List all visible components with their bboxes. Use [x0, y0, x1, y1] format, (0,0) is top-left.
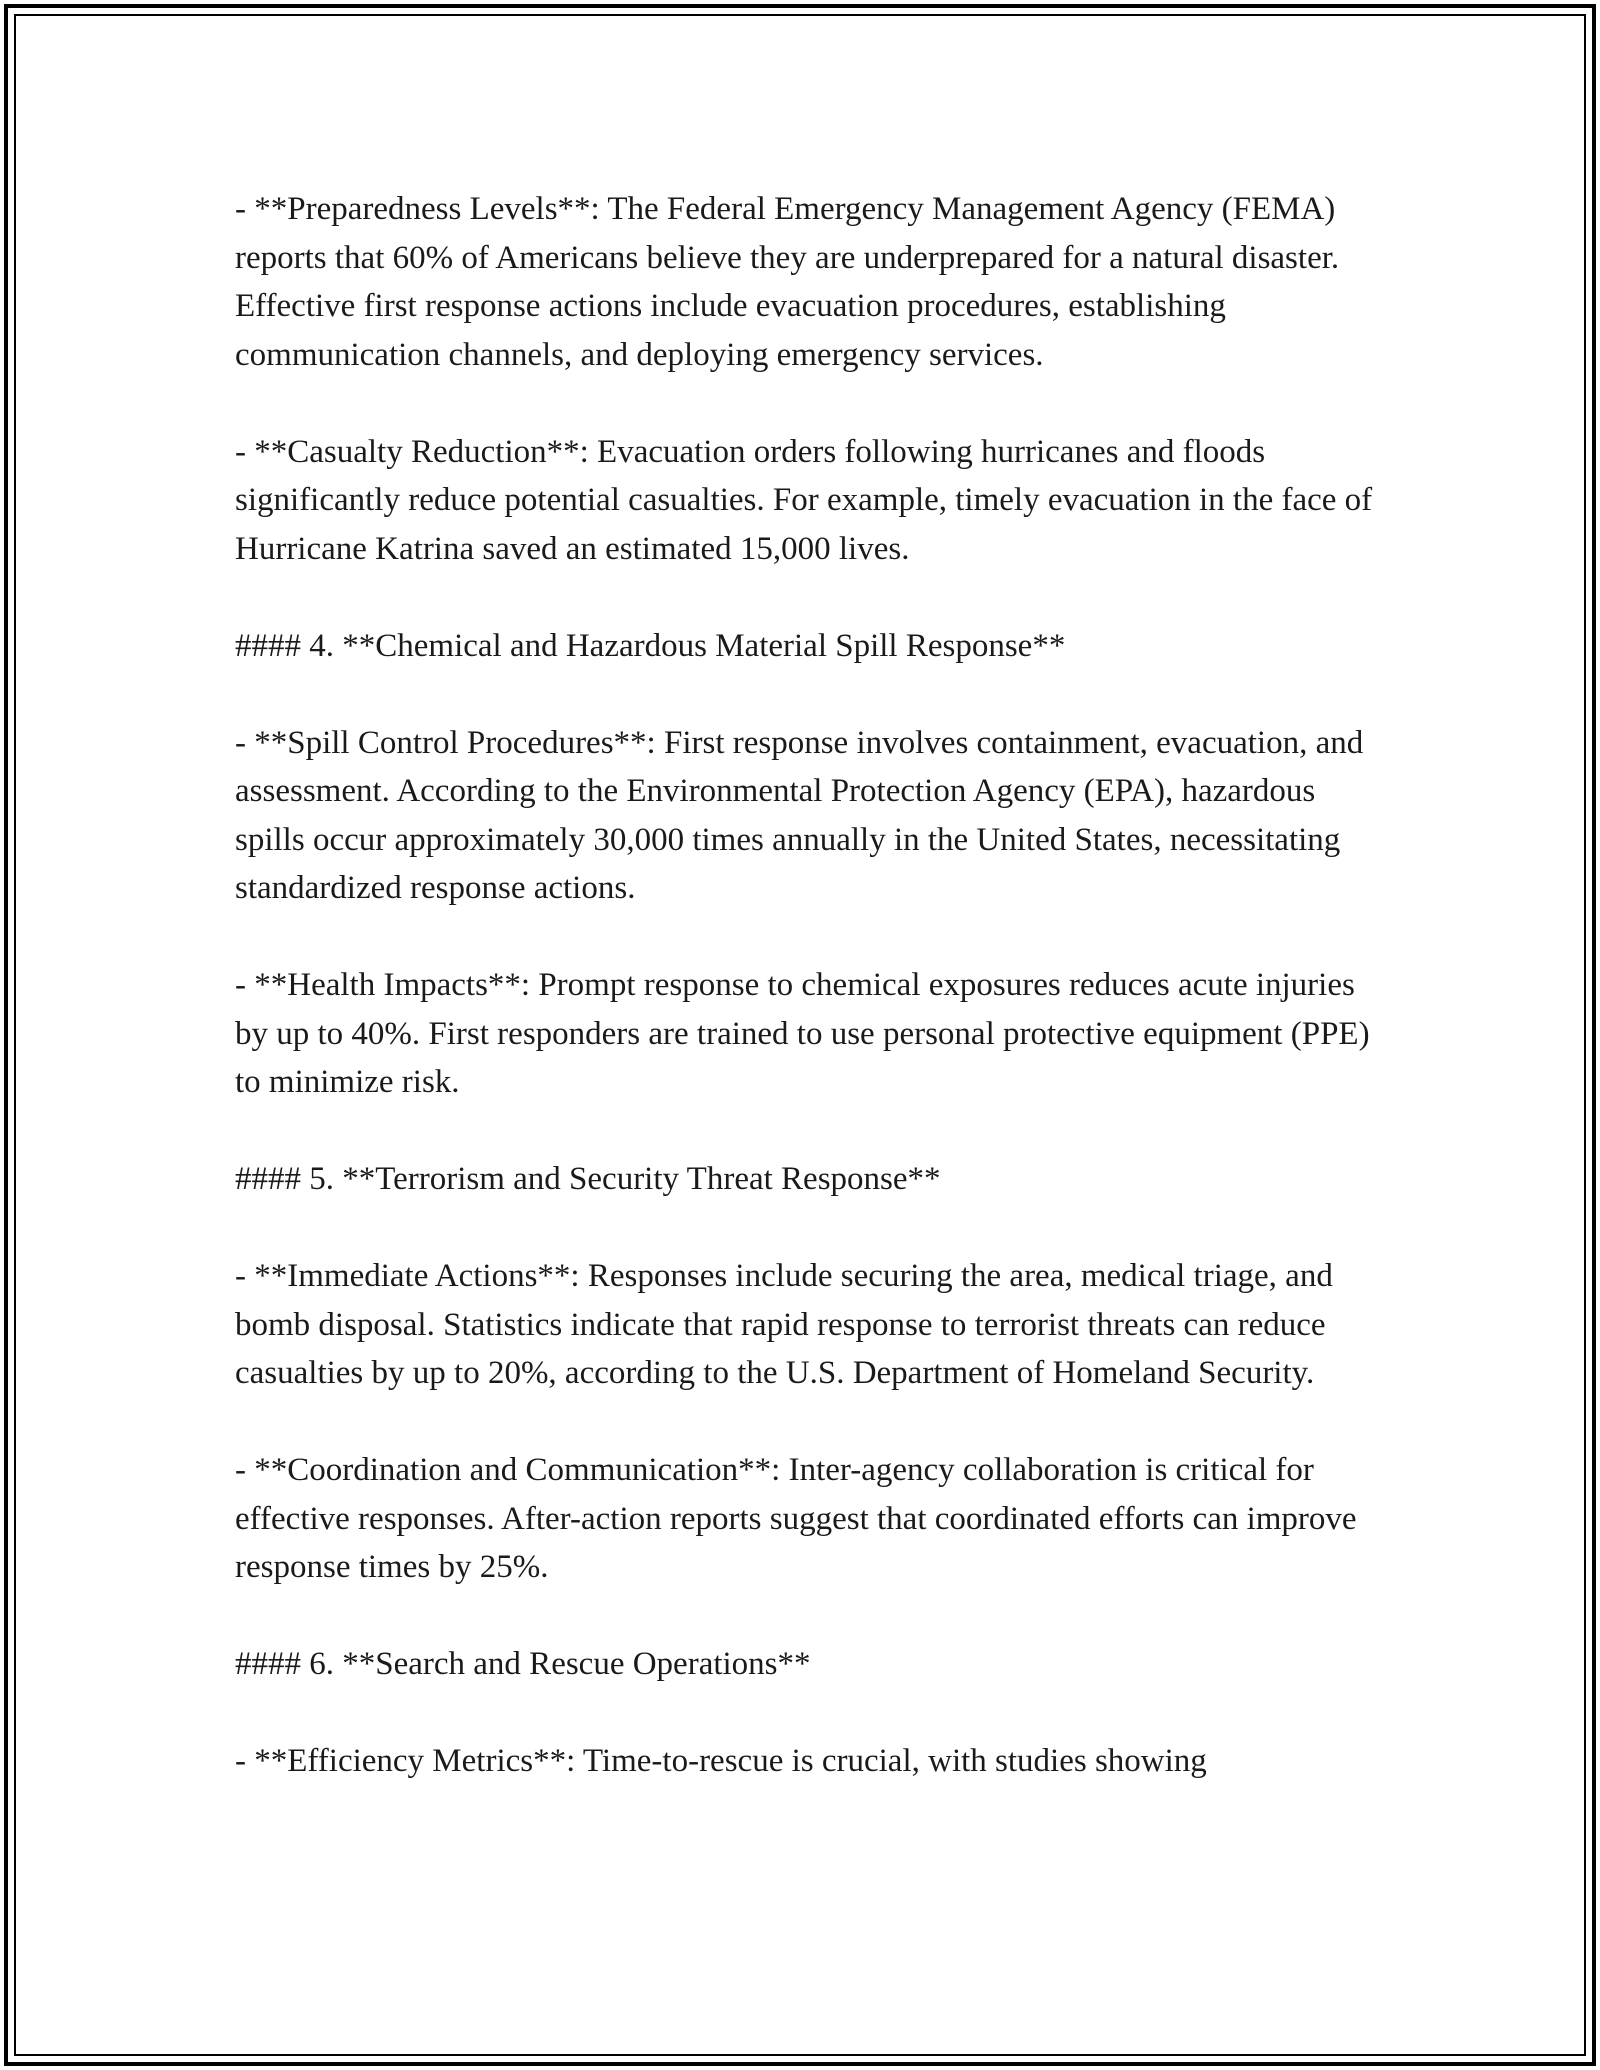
- paragraph-immediate-actions: - **Immediate Actions**: Responses include securing the area, medical triage, and bomb disposal. Statistics indicate that rapid response to terrorist threats can reduce casualties by up to 20%, according to the U.S. Department of Homeland Security.: [235, 1258, 1333, 1391]
- paragraph-preparedness-levels: - **Preparedness Levels**: The Federal Emergency Management Agency (FEMA) reports that 60% of Americans believe they are underprepared for a natural disaster. Effective first response actions include evacuation procedures, establishing communication channels, and deploying emergency services.: [235, 191, 1340, 373]
- heading-chemical-spill-response: #### 4. **Chemical and Hazardous Material Spill Response**: [235, 627, 1066, 664]
- paragraph-coordination-communication: - **Coordination and Communication**: Inter-agency collaboration is critical for effective responses. After-action reports suggest that coordinated efforts can improve response times by 25%.: [235, 1452, 1357, 1585]
- paragraph-health-impacts: - **Health Impacts**: Prompt response to chemical exposures reduces acute injuries by up to 40%. First responders are trained to use personal protective equipment (PPE) to minimize risk.: [235, 967, 1370, 1100]
- paragraph-spill-control-procedures: - **Spill Control Procedures**: First response involves containment, evacuation, and assessment. According to the Environmental Protection Agency (EPA), hazardous spills occur approximately 30,000 times annually in the United States, necessitating standardized response actions.: [235, 724, 1364, 906]
- heading-search-rescue-operations: #### 6. **Search and Rescue Operations**: [235, 1646, 811, 1682]
- paragraph-efficiency-metrics: - **Efficiency Metrics**: Time-to-rescue is crucial, with studies showing: [235, 1743, 1207, 1779]
- heading-terrorism-security-response: #### 5. **Terrorism and Security Threat Response**: [235, 1161, 941, 1197]
- paragraph-casualty-reduction: - **Casualty Reduction**: Evacuation orders following hurricanes and floods significantly reduce potential casualties. For example, timely evacuation in the face of Hurricane Katrina saved an estimated 15,000 lives.: [235, 433, 1373, 567]
- document-body: [235, 185, 1375, 1834]
